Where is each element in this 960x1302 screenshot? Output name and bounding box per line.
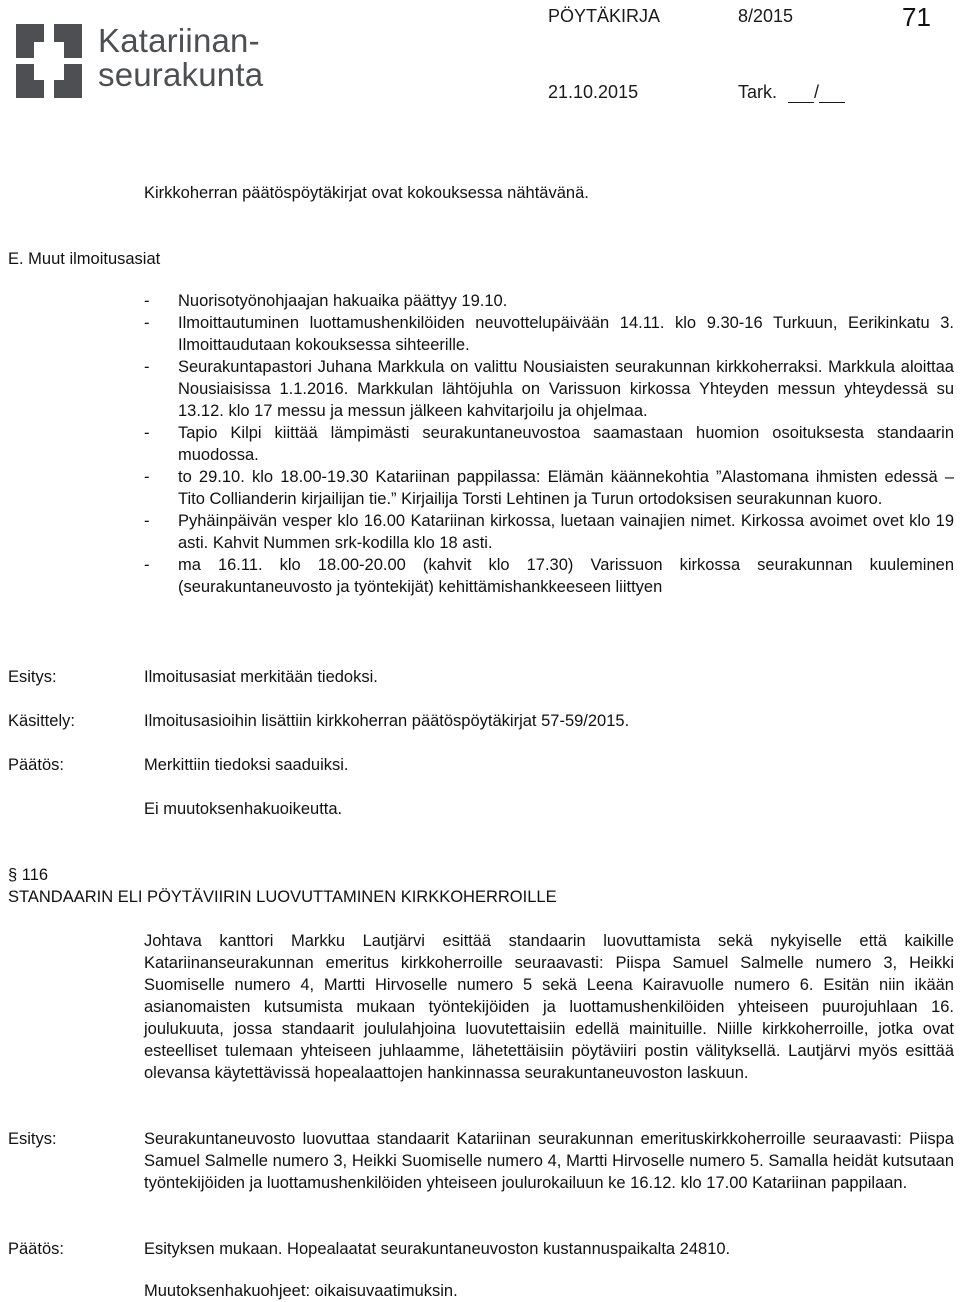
decision-text: Merkittiin tiedoksi saaduiksi. xyxy=(144,756,349,774)
proposal-label: Esitys: xyxy=(8,668,57,686)
parish-name-line1: Katariinan- xyxy=(98,22,260,59)
announcement-list xyxy=(144,290,954,598)
cross-logo-icon xyxy=(8,18,90,100)
parish-name-line2: seurakunta xyxy=(98,56,264,93)
check-separator: / xyxy=(814,82,820,102)
check-blank-right xyxy=(819,86,845,103)
handling-label: Käsittely: xyxy=(8,712,75,730)
section-heading: E. Muut ilmoitusasiat xyxy=(8,250,161,268)
doc-number: 8/2015 xyxy=(738,6,794,26)
page-number: 71 xyxy=(902,2,931,32)
doc-type: PÖYTÄKIRJA xyxy=(548,6,661,26)
meeting-date: 21.10.2015 xyxy=(548,82,639,102)
proposal-text: Seurakuntaneuvosto luovuttaa standaarit Katariinan seurakunnan emerituskirkkoherroille seuraavasti: Piispa Samuel Salmelle numero 3, Heikki Suomiselle numero 4, Martti Hirvoselle numero 5. Samalla heidät kutsutaan työntekijöiden ja luottamushenkilöiden yhteiseen joulurokailuun ke 16.12. klo 17.00 Katariinan pappilaan. xyxy=(144,1130,954,1192)
decision-label: Päätös: xyxy=(8,1240,64,1258)
proposal-label: Esitys: xyxy=(8,1130,57,1148)
handling-text: Ilmoitusasioihin lisättiin kirkkoherran päätöspöytäkirjat 57-59/2015. xyxy=(144,712,630,730)
parish-name xyxy=(98,24,263,92)
decision-label: Päätös: xyxy=(8,756,64,774)
section-number: § 116 xyxy=(8,866,49,884)
check-field xyxy=(738,82,845,103)
check-label: Tark. xyxy=(738,82,778,102)
list-item: - Ilmoittautuminen luottamushenkilöiden neuvottelupäivään 14.11. klo 9.30-16 Turkuun, Eerikinkatu 3. Ilmoittaudutaan kokouksessa sihteerille. xyxy=(144,314,954,354)
list-item: - Seurakuntapastori Juhana Markkula on valittu Nousiaisten seurakunnan kirkkoherraksi. Markkula aloittaa Nousiaisissa 1.1.2016. Markkulan lähtöjuhla on Varissuon kirkossa Yhteyden messun yhteydessä su 13.12. klo 17 messu ja messun jälkeen kahvitarjoilu ja ohjelmaa. xyxy=(144,358,954,420)
check-blank-left xyxy=(788,86,814,103)
appeal-note: Muutoksenhakuohjeet: oikaisuvaatimuksin. xyxy=(144,1282,458,1300)
intro-text: Kirkkoherran päätöspöytäkirjat ovat kokouksessa nähtävänä. xyxy=(144,184,589,202)
list-item: - Pyhäinpäivän vesper klo 16.00 Katariinan kirkossa, luetaan vainajien nimet. Kirkossa avoimet ovet klo 19 asti. Kahvit Nummen srk-kodilla klo 18 asti. xyxy=(144,512,954,552)
list-item: - Nuorisotyönohjaajan hakuaika päättyy 19.10. xyxy=(144,292,508,310)
appeal-note: Ei muutoksenhakuoikeutta. xyxy=(144,800,343,818)
section-title: STANDAARIN ELI PÖYTÄVIIRIN LUOVUTTAMINEN KIRKKOHERROILLE xyxy=(8,888,557,906)
proposal-text: Ilmoitusasiat merkitään tiedoksi. xyxy=(144,668,378,686)
list-item: - to 29.10. klo 18.00-19.30 Katariinan pappilassa: Elämän käännekohtia ”Alastomana ihmisten edessä – Tito Collianderin kirjailijan tie.” Kirjailija Torsti Lehtinen ja Turun ortodoksisen seurakunnan kuoro. xyxy=(144,468,954,508)
list-item: - ma 16.11. klo 18.00-20.00 (kahvit klo 17.30) Varissuon kirkossa seurakunnan kuuleminen (seurakuntaneuvosto ja työntekijät) kehittämishankkeeseen liittyen xyxy=(144,556,954,596)
section-body: Johtava kanttori Markku Lautjärvi esittää standaarin luovuttamista sekä nykyiselle että kaikille Katariinanseurakunnan emeritus kirkkoherroille seuraavasti: Piispa Samuel Salmelle numero 3, Heikki Suomiselle numero 4, Martti Hirvoselle numero 5 sekä Leena Kairavuolle numero 6. Esitän niin ikään asianomaisten kutsumista mukaan työntekijöiden ja luottamushenkilöiden yhteiseen puurojuhlaan 16. joulukuuta, jossa standaarit joululahjoina luovutettaisiin edellä mainituille. Niille kirkkoherroille, jotka ovat esteelliset tulemaan yhteiseen juhlaamme, lähetettäisiin pöytäviiri postin välityksellä. Lautjärvi myös esittää olevansa käytettävissä hopealaattojen hankinnassa seurakuntaneuvoston laskuun. xyxy=(144,932,954,1082)
decision-text: Esityksen mukaan. Hopealaatat seurakuntaneuvoston kustannuspaikalta 24810. xyxy=(144,1240,731,1258)
list-item: - Tapio Kilpi kiittää lämpimästi seurakuntaneuvostoa saamastaan huomion osoituksesta standaarin muodossa. xyxy=(144,424,954,464)
